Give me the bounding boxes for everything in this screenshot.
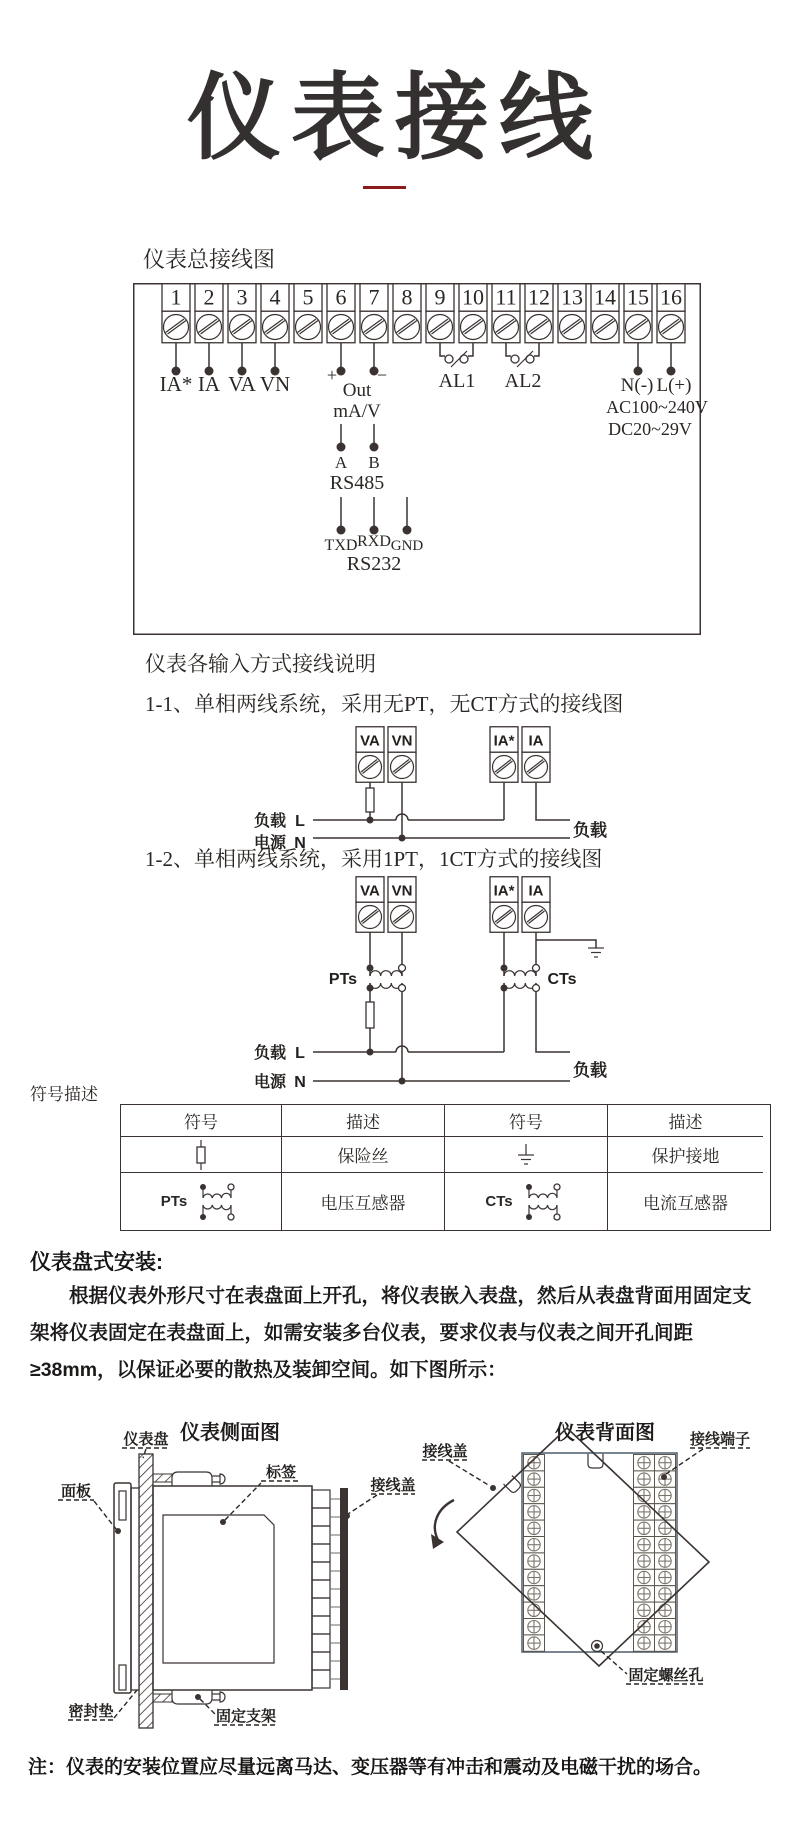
label-load-right: 负载: [573, 1061, 607, 1080]
label-terminal-cover: 接线盖: [422, 1443, 468, 1460]
symbol-table-heading: 符号描述: [30, 1085, 98, 1104]
label-load-left: 负载: [253, 1045, 287, 1062]
d12-heading: 1-2、单相两线系统，采用1PT，1CT方式的接线图: [145, 847, 603, 871]
install-heading: 仪表盘式安装:: [30, 1251, 163, 1274]
front-panel: [114, 1483, 131, 1693]
label-cts: CTs: [547, 971, 577, 988]
terminal-column-left: [524, 1455, 545, 1652]
terminal-number: 11: [495, 284, 517, 310]
ct-symbol-cell: [445, 1173, 608, 1230]
terminal-strip: [312, 1488, 348, 1690]
label-gnd: GND: [390, 538, 424, 554]
label-dc-range: DC20~29V: [608, 419, 692, 439]
ia-to-load-wire: [536, 782, 570, 820]
label-rs232: RS232: [346, 553, 402, 575]
label-rs485: RS485: [329, 472, 385, 494]
install-paragraph: 根据仪表外形尺寸在表盘面上开孔，将仪表嵌入表盘，然后从表盘背面用固定支架将仪表固定在表盘面上，如需安装多台仪表，要求仪表与仪表之间开孔间距≥38mm，以保证必要的散热及装卸空间。如下图所示：: [30, 1285, 752, 1381]
label-ia-star: IA*: [493, 732, 515, 750]
label-n-minus: N(-): [620, 375, 654, 396]
label-minus: −: [376, 365, 388, 385]
main-diagram-heading: 仪表总接线图: [143, 247, 276, 272]
label-vn: VN: [391, 732, 413, 750]
label-out: Out: [342, 380, 372, 401]
terminal-number: 10: [462, 284, 484, 310]
seal-gasket: [131, 1488, 139, 1690]
terminal-number: 2: [203, 284, 215, 310]
label-l: L: [295, 1045, 305, 1062]
label-ia: IA: [528, 732, 544, 750]
symbol-table: [120, 1104, 771, 1231]
terminal-number: 8: [401, 284, 413, 310]
label-terminal-cover: 接线盖: [370, 1477, 416, 1494]
ct-label: CTs: [485, 1193, 513, 1210]
mounting-bracket-top: [153, 1472, 225, 1486]
label-source: 电源: [253, 835, 287, 852]
label-va: VA: [360, 732, 380, 750]
fuse-symbol-cell: [121, 1137, 282, 1173]
terminal-number: 16: [660, 284, 682, 310]
terminal-number: 9: [434, 284, 446, 310]
fuse-symbol: [366, 1002, 374, 1028]
mounting-bracket-bottom: [153, 1690, 225, 1704]
label-label-sticker: 标签: [265, 1464, 297, 1481]
power-leads: [634, 343, 676, 376]
diagram-1-1: [240, 726, 620, 852]
label-ia-star: IA*: [493, 882, 515, 900]
label-screw-hole: 固定螺丝孔: [628, 1667, 704, 1684]
label-vn: VN: [259, 372, 291, 396]
terminal-number: 6: [335, 284, 347, 310]
label-sticker: [163, 1515, 274, 1663]
label-a: A: [334, 453, 348, 472]
ground-symbol: [588, 948, 604, 957]
rotate-arrow-icon: [435, 1500, 454, 1540]
label-txd: TXD: [324, 537, 358, 554]
terminal-number: 5: [302, 284, 314, 310]
back-view-diagram: [420, 1408, 770, 1698]
input-section-heading: 仪表各输入方式接线说明: [145, 652, 376, 676]
label-al2: AL2: [504, 370, 542, 392]
pt-symbol-cell: [121, 1173, 282, 1230]
label-ia: IA: [197, 372, 221, 396]
side-view-diagram: [50, 1428, 420, 1728]
label-panel-board: 仪表盘: [123, 1431, 169, 1448]
al2-relay-contact: [506, 343, 539, 367]
ground-icon: [516, 1143, 536, 1167]
table-header-symbol: 符号: [445, 1105, 608, 1137]
terminal-number: 15: [627, 284, 649, 310]
pt-label: PTs: [160, 1193, 188, 1210]
label-n: N: [294, 835, 306, 852]
title-divider: [363, 186, 406, 189]
ground-desc: 保护接地: [608, 1137, 763, 1173]
ct-transformer-icon: [519, 1179, 567, 1225]
back-view-caption: 仪表背面图: [555, 1422, 655, 1444]
ground-symbol-cell: [445, 1137, 608, 1173]
label-ia: IA: [528, 882, 544, 900]
terminal-number: 14: [594, 284, 616, 310]
label-mav: mA/V: [333, 401, 381, 422]
label-va: VA: [360, 882, 380, 900]
rs485-leads: [337, 424, 379, 452]
analog-out-leads: [337, 343, 379, 376]
label-n: N: [294, 1074, 306, 1091]
pt-desc: 电压互感器: [282, 1173, 445, 1230]
table-header-symbol: 符号: [121, 1105, 282, 1137]
page-title: 仪表接线: [186, 65, 603, 170]
terminal-column-right: [634, 1455, 676, 1652]
input-leads: [172, 343, 280, 376]
label-ac-range: AC100~240V: [606, 397, 708, 417]
rs232-leads: [337, 497, 412, 535]
bottom-note: 注：仪表的安装位置应尽量远离马达、变压器等有冲击和震动及电磁干扰的场合。: [28, 1757, 713, 1778]
meter-body: [153, 1486, 312, 1690]
terminal-number: 1: [170, 284, 182, 310]
table-header-desc: 描述: [608, 1105, 763, 1137]
label-va: VA: [228, 372, 256, 396]
main-wiring-diagram: [133, 283, 708, 635]
label-plus: +: [326, 365, 338, 385]
label-b: B: [368, 453, 380, 472]
terminal-number: 7: [368, 284, 380, 310]
panel-board: [139, 1454, 153, 1728]
diagram-1-2: [240, 876, 620, 1094]
d11-heading: 1-1、单相两线系统，采用无PT，无CT方式的接线图: [145, 692, 624, 716]
label-seal-gasket: 密封垫: [68, 1703, 114, 1720]
label-l: L: [295, 813, 305, 830]
fuse-desc: 保险丝: [282, 1137, 445, 1173]
label-l-plus: L(+): [656, 375, 692, 396]
fuse-symbol: [366, 788, 374, 812]
side-view-caption: 仪表侧面图: [180, 1422, 280, 1444]
label-load-right: 负载: [573, 821, 607, 840]
label-bracket: 固定支架: [215, 1708, 277, 1725]
terminal-number: 4: [269, 284, 281, 310]
label-ia-star: IA*: [159, 372, 193, 396]
ct-desc: 电流互感器: [643, 1194, 728, 1213]
ct-transformer-symbol: [501, 932, 597, 1052]
label-pts: PTs: [328, 971, 358, 988]
label-rxd: RXD: [357, 533, 391, 550]
label-front-panel: 面板: [60, 1483, 92, 1500]
label-al1: AL1: [438, 370, 476, 392]
fuse-icon: [191, 1139, 211, 1171]
terminal-number: 3: [236, 284, 248, 310]
al1-relay-contact: [440, 343, 473, 367]
label-source: 电源: [253, 1074, 287, 1091]
table-header-desc: 描述: [282, 1105, 445, 1137]
label-vn: VN: [391, 882, 413, 900]
terminal-number: 13: [561, 284, 583, 310]
label-load-left: 负载: [253, 813, 287, 830]
pt-transformer-icon: [193, 1179, 241, 1225]
label-terminal-block: 接线端子: [689, 1431, 751, 1448]
terminal-number: 12: [528, 284, 550, 310]
